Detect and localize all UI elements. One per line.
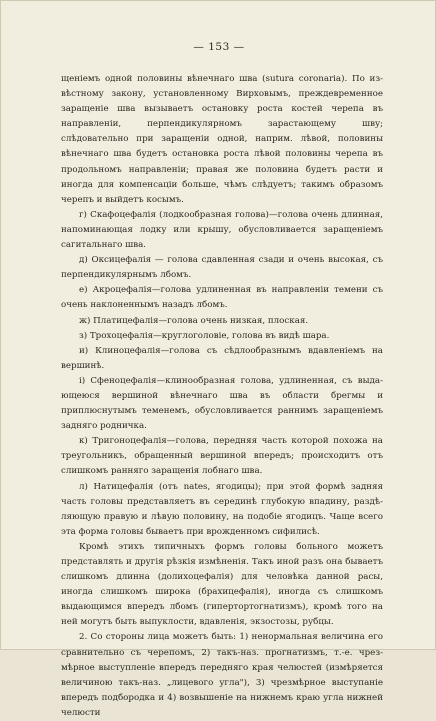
paragraph-oxycephaly: д) Оксицефалія — голова сдавленная сзади и очень высокая, съ перпендикулярнымъ лбомъ. <box>61 255 383 281</box>
paragraph-acrocephaly: е) Акроцефалія—голова удлиненная въ направленіи темени съ очень наклоненнымъ назадъ лбомъ. <box>61 285 383 311</box>
paragraph-naticephaly: л) Натицефалія (отъ nates, ягодицы); при этой формѣ задняя часть головы представляетъ въ серединѣ глубокую впадину, раздѣляющую правую и лѣвую половину, на подобіе ягодицъ. Чаще всего эта форма головы бываетъ при врожденномъ сифилисѣ. <box>61 481 383 537</box>
paragraph-clinocephaly: и) Клиноцефалія—голова съ сѣдлообразнымъ вдавленіемъ на вершинѣ. <box>61 345 383 371</box>
paragraph-platycephaly: ж) Платицефалія—голова очень низкая, плоская. <box>79 315 309 326</box>
paragraph-trochocephaly: з) Трохоцефалія—круглоголовіе, голова въ видѣ шара. <box>79 330 330 341</box>
page-number: — 153 — <box>193 41 245 53</box>
paragraph-sphenocephaly: і) Сфеноцефалія—клинообразная голова, удлиненная, съ выдающеюся вершиной вѣнечнаго шва въ области брегмы и приплюснутымъ теменемъ, обусловливается раннимъ заращеніемъ задняго родничка. <box>61 375 383 432</box>
paragraph-trigonocephaly: к) Тригоноцефалія—голова, передняя часть которой похожа на треугольникъ, обращенный вершиной впередъ; происходитъ отъ слишкомъ ранняго заращенія лобнаго шва. <box>61 436 383 477</box>
paragraph-1: щеніемъ одной половины вѣнечнаго шва (sutura coronaria). По извѣстному закону, установленному Вирховымъ, преждевременное заращеніе шва вызываетъ остановку роста костей черепа въ направленіи, перпендикулярномъ зарастающему шву; слѣдовательно при заращеніи одной, наприм. лѣвой, половины вѣнечнаго шва будетъ остановка роста лѣвой половины черепа въ продольномъ направленіи; правая же половина будетъ расти и иногда для компенсаціи больше, чѣмъ слѣдуетъ; такимъ образомъ черепъ и выйдетъ косымъ. <box>61 74 383 205</box>
paragraph-face: 2. Со стороны лица можетъ быть: 1) ненормальная величина его сравнительно съ черепомъ, 2) такъ-наз. прогнатизмъ, т.-е. чрезмѣрное выступленіе впередъ передняго края челюстей (измѣряется величиною такъ-наз. „лицевого угла"), 3) чрезмѣрное выступаніе впередъ подбородка и 4) возвышеніе на нижнемъ краю угла нижней челюсти <box>61 632 383 718</box>
paragraph-skaphocephaly: г) Скафоцефалія (лодкообразная голова)—голова очень длинная, напоминающая лодку или крышу, обусловливается заращеніемъ сагитальнаго шва. <box>61 209 383 251</box>
paragraph-other-changes: Кромѣ этихъ типичныхъ формъ головы больного можетъ представлять и другія рѣзкія измѣненія. Такъ иной разъ она бываетъ слишкомъ длинна (долихоцефалія) для человѣка данной расы, иногда слишкомъ широка (брахицефалія), иногда съ слишкомъ выдающимся впередъ лбомъ (гипертортогнатизмъ), кромѣ того на ней могутъ быть выпуклости, вдавленія, экзостозы, рубцы. <box>61 541 383 628</box>
body-text <box>61 72 383 721</box>
